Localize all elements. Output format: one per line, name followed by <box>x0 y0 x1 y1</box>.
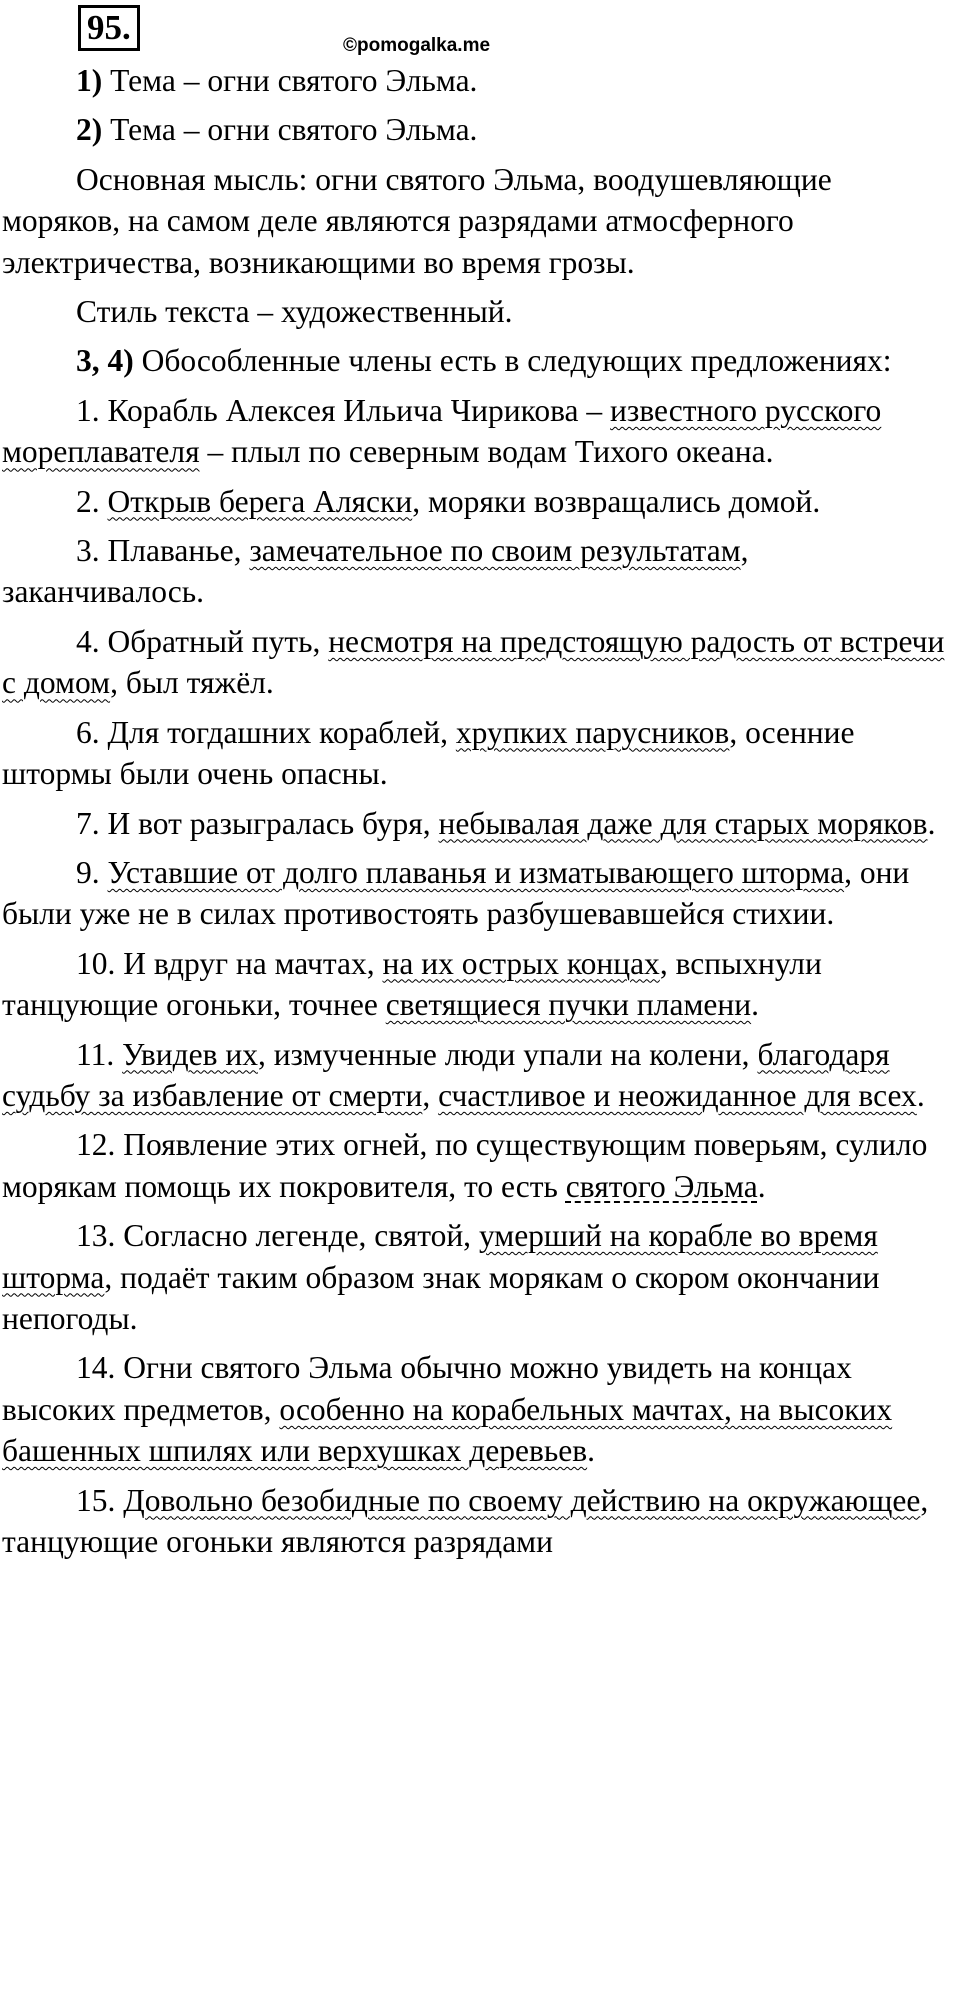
isolated-member: на их острых концах <box>382 945 660 981</box>
answer-text <box>2 60 956 1570</box>
sentence-10: 10. И вдруг на мачтах, на их острых концах, вспыхнули танцующие огоньки, точнее светящиеся пучки пламени. <box>2 945 822 1023</box>
answer-label: 1) <box>76 63 103 98</box>
sentence-14: 14. Огни святого Эльма обычно можно увидеть на концах высоких предметов, особенно на корабельных мачтах, на высоких башенных шпилях или верхушках деревьев. <box>2 1350 893 1469</box>
sentence-7: 7. И вот разыгралась буря, небывалая даже для старых моряков. <box>76 805 936 841</box>
answer-text: Тема – огни святого Эльма. <box>102 112 478 148</box>
isolated-member: небывалая даже для старых моряков <box>438 805 928 841</box>
isolated-member: счастливое и неожиданное для всех <box>438 1077 917 1113</box>
watermark: ©pomogalka.me <box>343 35 491 56</box>
isolated-member: замечательное по своим результатам <box>249 533 741 569</box>
sentence-12: 12. Появление этих огней, по существующим поверьям, сулило морякам помощь их покровителя, то есть святого Эльма. <box>2 1127 928 1204</box>
isolated-member: Уставшие от долго плаванья и изматывающего шторма <box>107 854 845 890</box>
isolated-member: известного русского мореплавателя <box>2 392 882 470</box>
task-number: 95. <box>78 5 140 51</box>
isolated-member: умерший на корабле во время шторма <box>2 1218 878 1295</box>
sentence-13: 13. Согласно легенде, святой, умерший на корабле во время шторма, подаёт таким образом знак морякам о скором окончании непогоды. <box>2 1218 880 1336</box>
sentence-2: 2. Открыв берега Аляски, моряки возвращались домой. <box>76 483 821 519</box>
answer-3-4 <box>2 340 956 381</box>
sentence-9: 9. Уставшие от долго плаванья и изматывающего шторма, они были уже не в силах противостоять разбушевавшейся стихии. <box>2 854 910 932</box>
isolated-member: святого Эльма <box>565 1168 758 1204</box>
isolated-member: хрупких парусников <box>455 714 730 750</box>
answer-label: 2) <box>76 112 103 148</box>
main-idea: Основная мысль: огни святого Эльма, воодушевляющие моряков, на самом деле являются разрядами атмосферного электричества, возникающими во время грозы. <box>2 161 832 280</box>
sentence-1: 1. Корабль Алексея Ильича Чирикова – известного русского мореплавателя – плыл по северным водам Тихого океана. <box>2 392 882 470</box>
text-style: Стиль текста – художественный. <box>76 294 513 330</box>
isolated-member: особенно на корабельных мачтах, на высоких башенных шпилях или верхушках деревьев <box>2 1391 893 1469</box>
isolated-member: Открыв берега Аляски <box>107 483 413 519</box>
sentence-11: 11. Увидев их, измученные люди упали на колени, благодаря судьбу за избавление от смерти, счастливое и неожиданное для всех. <box>2 1036 925 1113</box>
isolated-member: несмотря на предстоящую радость от встречи с домом <box>2 623 945 701</box>
answer-1 <box>2 60 956 101</box>
isolated-member: Довольно безобидные по своему действию на окружающее <box>123 1482 921 1518</box>
isolated-member: Увидев их <box>122 1036 258 1072</box>
isolated-member: светящиеся пучки пламени <box>385 987 752 1023</box>
sentence-6: 6. Для тогдашних кораблей, хрупких парусников, осенние штормы были очень опасны. <box>2 714 855 792</box>
answer-text: Тема – огни святого Эльма. <box>102 63 478 98</box>
answer-label: 3, 4) <box>76 343 134 379</box>
sentence-3: 3. Плаванье, замечательное по своим результатам, заканчивалось. <box>2 533 749 610</box>
sentence-15: 15. Довольно безобидные по своему действию на окружающее, танцующие огоньки являются разрядами <box>2 1482 929 1559</box>
answer-2 <box>2 109 956 150</box>
answer-text: Обособленные члены есть в следующих предложениях: <box>133 343 892 379</box>
isolated-member: благодаря судьбу за избавление от смерти <box>2 1036 890 1113</box>
sentence-4: 4. Обратный путь, несмотря на предстоящую радость от встречи с домом, был тяжёл. <box>2 623 945 701</box>
